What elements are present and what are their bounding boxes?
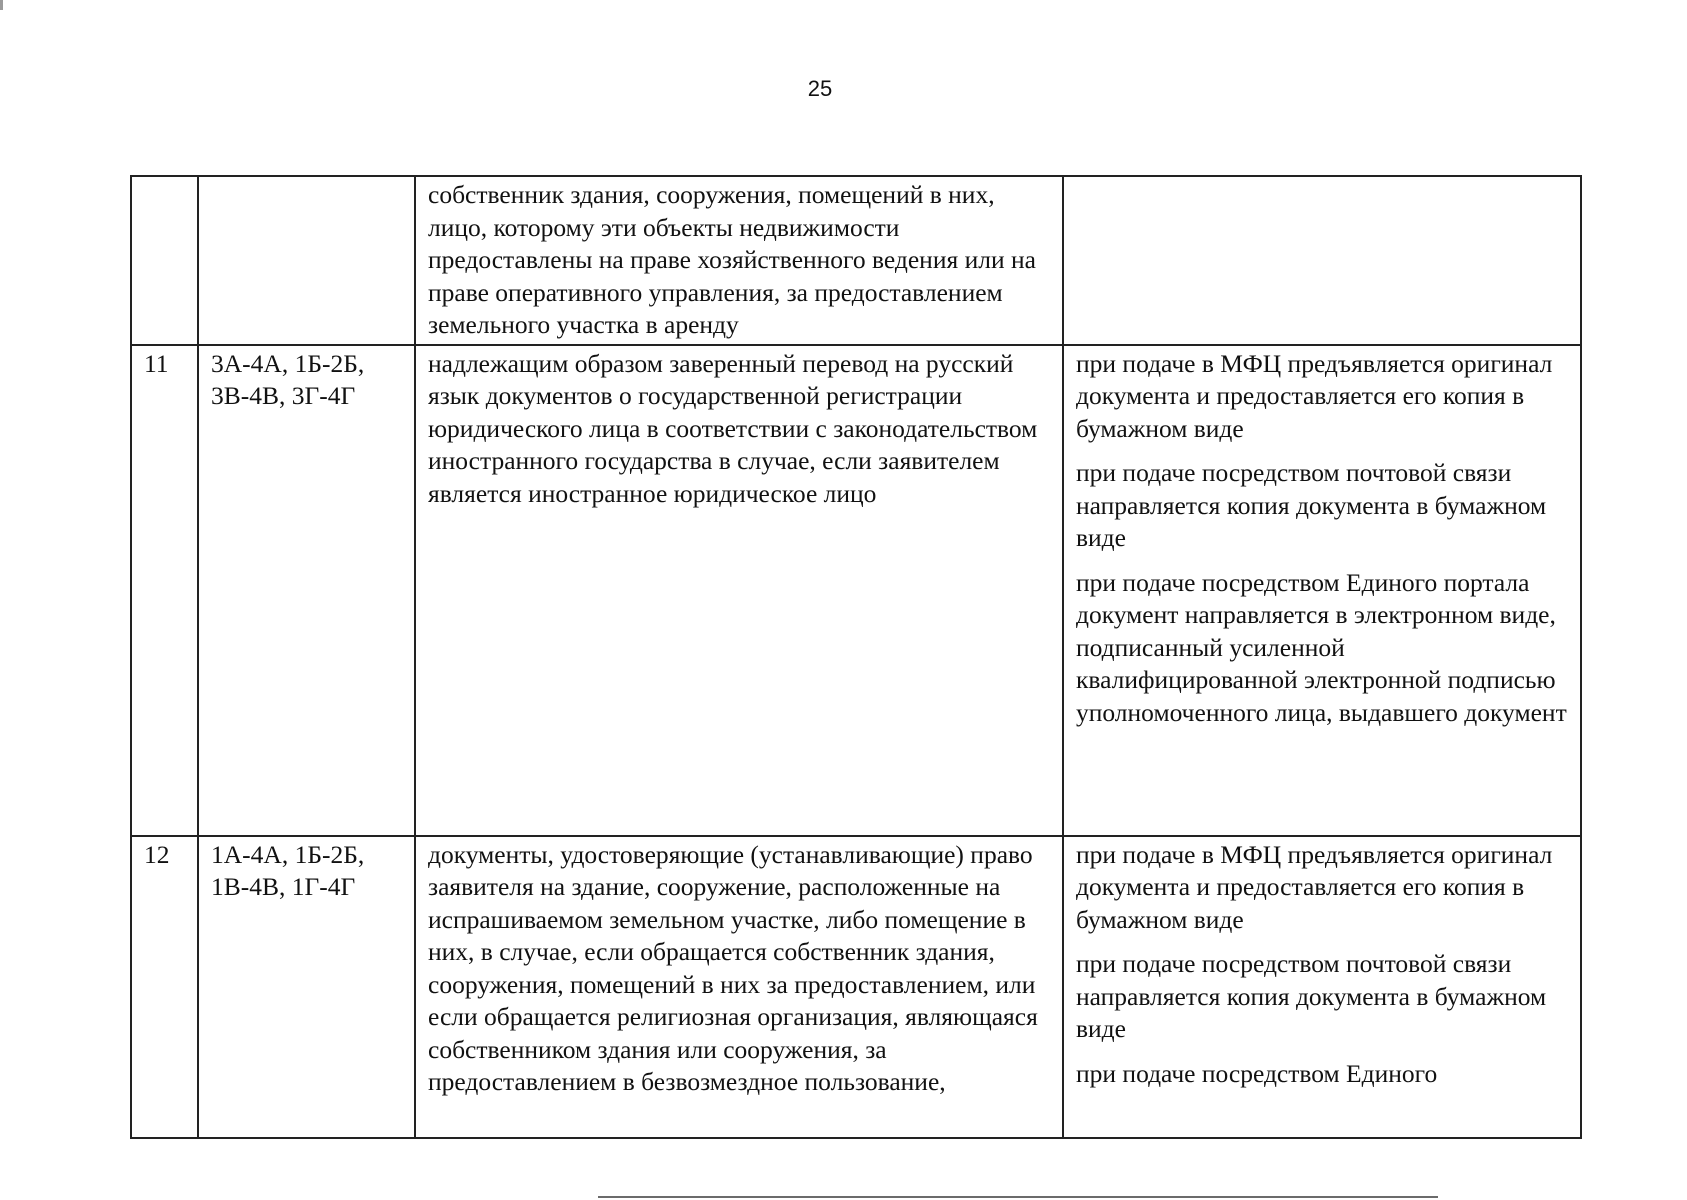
note-paragraph: при подаче посредством почтовой связи направляется копия документа в бумажном виде [1076,949,1547,1043]
description-cell: надлежащим образом заверенный перевод на русский язык документов о государственной регистрации юридического лица в соответствии с законодательством иностранного государства в случае, если заявителем является иностранное юридическое лицо [415,345,1063,836]
table-row [131,345,1581,836]
notes-cell [1063,176,1581,345]
note-paragraph: при подаче в МФЦ предъявляется оригинал документа и предоставляется его копия в бумажном виде [1076,348,1553,443]
notes-cell [1063,836,1581,1138]
table-row [131,176,1581,345]
codes-cell [198,176,415,345]
description-cell: собственник здания, сооружения, помещений в них, лицо, которому эти объекты недвижимости предоставлены на праве хозяйственного ведения или на праве оперативного управления, за предоставлением земельного участка в аренду [415,176,1063,345]
scan-corner-mark [0,0,3,10]
row-number-cell [131,176,198,345]
codes-cell: 1А-4А, 1Б-2Б, 1В-4В, 1Г-4Г [198,836,415,1138]
note-paragraph: при подаче посредством Единого портала документ направляется в электронном виде, подписанный усиленной квалифицированной электронной подписью уполномоченного лица, выдавшего документ [1076,567,1567,727]
note-paragraph: при подаче посредством Единого [1076,1058,1438,1088]
row-number-cell: 12 [131,836,198,1138]
scan-bottom-rule [598,1196,1438,1198]
description-cell: документы, удостоверяющие (устанавливающие) право заявителя на здание, сооружение, расположенные на испрашиваемом земельном участке, либо помещение в них, в случае, если обращается собственник здания, сооружения, помещений в них за предоставлением, или если обращается религиозная организация, являющаяся собственником здания или сооружения, за предоставлением в безвозмездное пользование, [415,836,1063,1138]
note-paragraph: при подаче в МФЦ предъявляется оригинал документа и предоставляется его копия в бумажном виде [1076,839,1553,934]
row-number-cell: 11 [131,345,198,836]
documents-table [130,175,1582,1139]
note-paragraph: при подаче посредством почтовой связи направляется копия документа в бумажном виде [1076,458,1547,552]
notes-cell [1063,345,1581,836]
page-number: 25 [807,76,833,101]
codes-cell: 3А-4А, 1Б-2Б, 3В-4В, 3Г-4Г [198,345,415,836]
table-row [131,836,1581,1138]
